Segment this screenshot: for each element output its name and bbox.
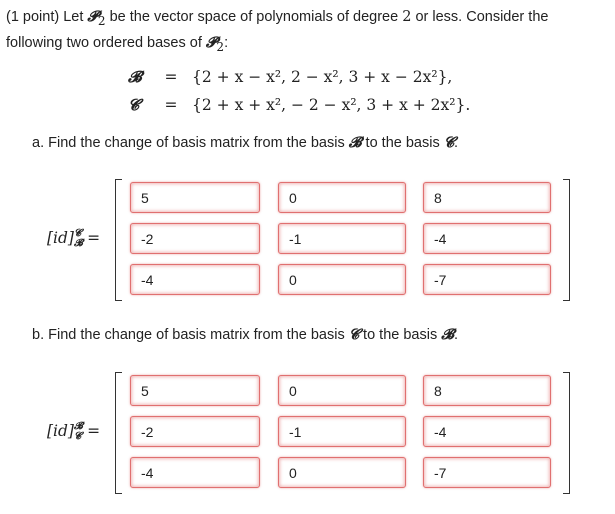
basis-b-definition xyxy=(128,66,452,88)
basis-b-eq: = xyxy=(164,68,178,86)
part-b-text: b. Find the change of basis matrix from the basis xyxy=(32,327,349,343)
part-a-cell-r2c3[interactable] xyxy=(423,223,551,254)
part-a-question xyxy=(32,134,458,151)
space-subscript: 2 xyxy=(97,13,106,28)
part-b-left-bracket xyxy=(115,372,122,494)
part-a-label-eq: = xyxy=(87,229,101,248)
part-a-cell-r1c2[interactable] xyxy=(278,182,406,213)
part-a-cell-r1c1[interactable] xyxy=(130,182,260,213)
part-b-label-sup: 𝓑 xyxy=(73,421,83,432)
part-a-cell-r3c2[interactable] xyxy=(278,264,406,295)
basis-c-eq: = xyxy=(164,96,178,114)
problem-statement xyxy=(6,6,606,58)
part-b-cell-r3c3[interactable] xyxy=(423,457,551,488)
part-a-cell-r2c2[interactable] xyxy=(278,223,406,254)
part-a-right-bracket xyxy=(563,179,570,301)
part-a-to-text: to the basis xyxy=(361,135,444,151)
basis-b-name: 𝓑 xyxy=(128,67,142,86)
part-a-to: 𝓒 xyxy=(443,134,455,151)
space-subscript-2: 2 xyxy=(216,39,225,54)
space-symbol-2: 𝓟 xyxy=(205,33,217,51)
part-b-cell-r3c2[interactable] xyxy=(278,457,406,488)
intro-text-b: be the vector space of polynomials of degree xyxy=(105,9,403,25)
part-b-cell-r3c1[interactable] xyxy=(130,457,260,488)
part-b-label-eq: = xyxy=(87,422,101,441)
basis-c-set: {2 + x + x², − 2 − x², 3 + x + 2x²}. xyxy=(192,96,471,114)
part-a-text: a. Find the change of basis matrix from the basis xyxy=(32,135,349,151)
intro-text-a: Let xyxy=(59,9,88,25)
intro-text-c: or less. Consider the following two ordered bases of xyxy=(6,9,549,51)
part-a-end: . xyxy=(454,135,459,151)
part-b-right-bracket xyxy=(563,372,570,494)
degree-value: 2 xyxy=(402,9,412,25)
part-b-cell-r1c2[interactable] xyxy=(278,375,406,406)
part-b-cell-r2c1[interactable] xyxy=(130,416,260,447)
part-a-matrix-label xyxy=(47,229,100,249)
part-b-cell-r2c3[interactable] xyxy=(423,416,551,447)
part-a-from: 𝓑 xyxy=(348,134,362,151)
part-a-label-id: [id] xyxy=(47,229,74,248)
part-b-end: . xyxy=(454,327,459,343)
part-b-from: 𝓒 xyxy=(348,326,360,343)
points-label: (1 point) xyxy=(6,9,60,25)
intro-text-d: : xyxy=(224,34,229,51)
basis-c-name: 𝓒 xyxy=(128,95,139,114)
part-a-cell-r1c3[interactable] xyxy=(423,182,551,213)
part-b-question xyxy=(32,326,458,343)
basis-c-definition xyxy=(128,94,470,116)
part-a-cell-r2c1[interactable] xyxy=(130,223,260,254)
part-a-cell-r3c1[interactable] xyxy=(130,264,260,295)
basis-b-set: {2 + x − x², 2 − x², 3 + x − 2x²}, xyxy=(192,68,453,86)
part-b-cell-r1c1[interactable] xyxy=(130,375,260,406)
part-a-cell-r3c3[interactable] xyxy=(423,264,551,295)
part-b-to-text: to the basis xyxy=(359,327,442,343)
part-a-label-sub: 𝓑 xyxy=(73,238,83,249)
part-b-to: 𝓑 xyxy=(441,326,455,343)
part-b-cell-r1c3[interactable] xyxy=(423,375,551,406)
part-b-label-id: [id] xyxy=(47,422,74,441)
part-b-cell-r2c2[interactable] xyxy=(278,416,406,447)
part-a-label-sup: 𝓒 xyxy=(73,228,82,239)
part-a-left-bracket xyxy=(115,179,122,301)
part-b-label-sub: 𝓒 xyxy=(73,431,82,442)
space-symbol: 𝓟 xyxy=(87,8,98,25)
part-b-matrix-label xyxy=(47,422,100,442)
